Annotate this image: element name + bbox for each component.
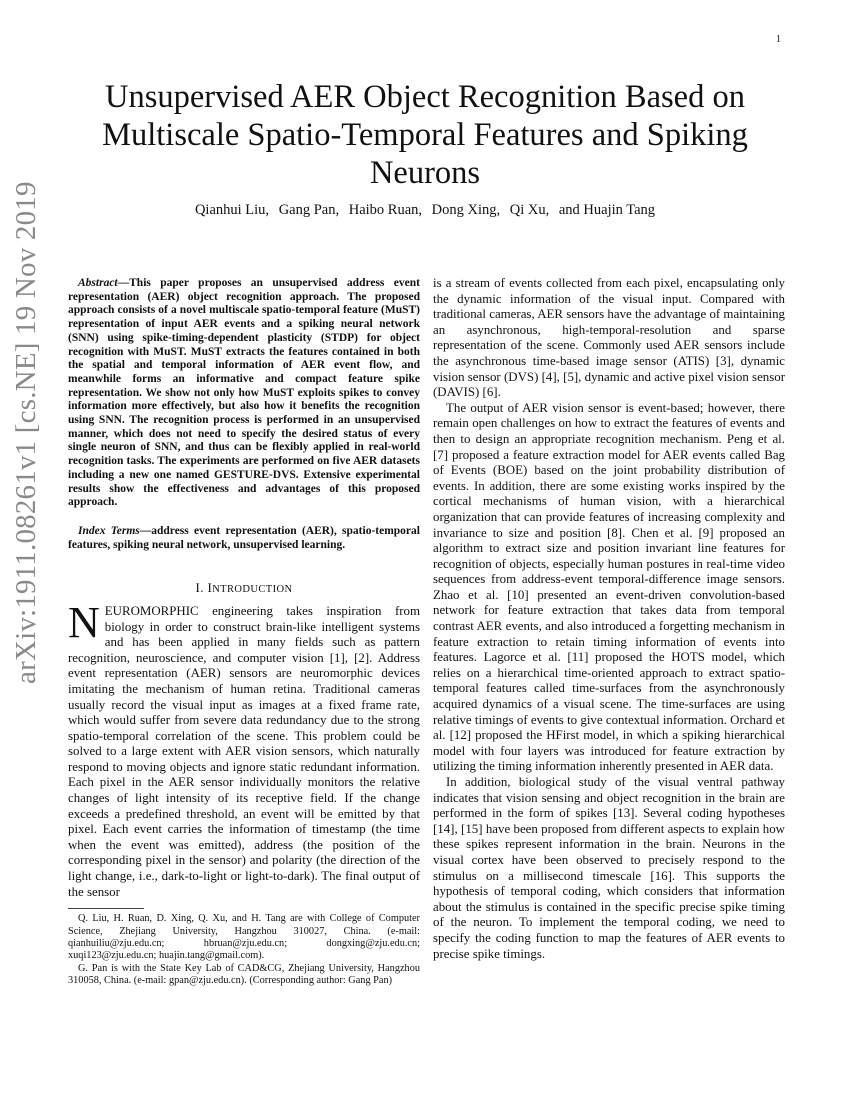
index-terms-text: —address event representation (AER), spatio-temporal features, spiking neural network, unsupervised learning. [68, 524, 420, 551]
drop-cap: N [68, 597, 100, 647]
author-name: Haibo Ruan, [348, 202, 423, 218]
right-column [433, 276, 785, 962]
abstract [68, 277, 420, 510]
intro-caps-word: EUROMORPHIC [104, 603, 199, 618]
index-terms-lead: Index Terms [78, 524, 140, 537]
section-rest: NTRODUCTION [212, 584, 293, 596]
author-list [70, 202, 780, 219]
intro-paragraph [68, 597, 420, 900]
author-name: Qi Xu, [509, 202, 550, 218]
section-first-letter: I [207, 581, 213, 596]
abstract-lead: Abstract [78, 277, 118, 289]
footnote-affiliation: Q. Liu, H. Ruan, D. Xing, Q. Xu, and H. Tang are with College of Computer Science, Zhejiang University, Hangzhou 310027, China. (e-mail: qianhuiliu@zju.edu.cn; hbruan@zju.edu.cn; dongxing@zju.edu.cn; xuqi123@zju.edu.cn; huajin.tang@gmail.com). [68, 913, 420, 962]
abstract-text: —This paper proposes an unsupervised address event representation (AER) object recognition approach. The proposed approach consists of a novel multiscale spatio-temporal feature (MuST) representation of input AER events and a spiking neural network (SNN) using spike-timing-dependent plasticity (STDP) for object recognition with MuST. MuST extracts the features contained in both the spatial and temporal information of AER event flow, and meanwhile forms an informative and compact feature spike representation. We show not only how MuST exploits spikes to convey information more effectively, but also how it benefits the recognition using SNN. The recognition process is performed in an unsupervised manner, which does not need to specify the desired status of every single neuron of SNN, and thus can be flexibly applied in real-world recognition tasks. The experiments are performed on five AER datasets including a new one named GESTURE-DVS. Extensive experimental results show the effectiveness and advantages of this proposed approach. [68, 277, 420, 509]
body-paragraph: In addition, biological study of the visual ventral pathway indicates that vision sensing and object recognition in the brain are performed in the form of spikes [13]. Several coding hypotheses [14], [15] have been proposed from different aspects to explain how these spikes represent information in the brain. Neurons in the visual cortex have been observed to precisely respond to the stimulus on a millisecond timescale [16]. This supports the hypothesis of temporal coding, which considers that information about the stimulus is contained in the specific precise spike timing of the neuron. To implement the temporal coding, we need to specify the coding function to map the features of AER events to precise spike timings. [433, 775, 785, 961]
section-number: I. [195, 581, 208, 596]
page-number: 1 [776, 34, 781, 45]
footnote-corresponding: G. Pan is with the State Key Lab of CAD&CG, Zhejiang University, Hangzhou 310058, China. (e-mail: gpan@zju.edu.cn). (Corresponding author: Gang Pan) [68, 962, 420, 987]
body-paragraph: The output of AER vision sensor is event-based; however, there remain open challenges on how to extract the features of events and then to design an appropriate recognition mechanism. Peng et al. [7] proposed a feature extraction model for AER events called Bag of Events (BOE) based on the joint probability distribution of events. In addition, there are some existing works inspired by the cortical mechanisms of human vision, with a hierarchical organization that can provide features of increasing complexity and invariance to size and position [8]. Chen et al. [9] proposed an algorithm to extract size and position invariant line features for recognition of objects, especially human postures in real-time video sequences from address-event temporal-difference image sensors. Zhao et al. [10] presented an event-driven convolution-based network for feature extraction that takes data from temporal contrast AER events, and also introduced a forgetting mechanism in feature extraction to retain timing information of events into features. Lagorce et al. [11] proposed the HOTS model, which relies on a hierarchical time-oriented approach to extract spatio-temporal features called time-surfaces from the asynchronously acquired dynamics of a visual scene. The time-surfaces are using relative timings of events to give contextual information. Orchard et al. [12] proposed the HFirst model, in which a spiking hierarchical model with four layers was introduced for feature extraction by utilizing the timing information inherently presented in AER data. [433, 400, 785, 774]
intro-text: engineering takes inspiration from biology in order to construct brain-like intelligent systems and has been applied in many fields such as pattern recognition, neuroscience, and computer vision [1], [2]. Address event representation (AER) sensors are neuromorphic devices imitating the mechanism of human retina. Traditional cameras usually record the visual input as images at a fixed frame rate, which would suffer from severe data redundancy due to the strong spatio-temporal correlation of the scene. This problem could be solved to a large extent with AER vision sensors, which naturally respond to moving objects and ignore static redundant information. Each pixel in the AER sensor individually monitors the relative changes of light intensity of its receptive field. If the change exceeds a predefined threshold, an event will be emitted by that pixel. Each event carries the information of timestamp (the time when the event was emitted), address (the position of the corresponding pixel in the sensor) and polarity (the direction of the light change, i.e., dark-to-light or light-to-dark). The final output of the sensor [68, 603, 420, 899]
left-column [68, 277, 420, 988]
footnote-divider [68, 908, 144, 909]
author-name: Dong Xing, [431, 202, 501, 218]
arxiv-stamp: arXiv:1911.08261v1 [cs.NE] 19 Nov 2019 [10, 181, 42, 684]
author-name: and Huajin Tang [558, 202, 656, 218]
body-paragraph: is a stream of events collected from each pixel, encapsulating only the dynamic information of the visual input. Compared with traditional cameras, AER sensors have the advantage of maintaining an asynchronous, high-temporal-resolution and sparse representation of the scene. Commonly used AER sensors include the asynchronous time-based image sensor (ATIS) [3], dynamic vision sensor (DVS) [4], [5], dynamic and active pixel vision sensor (DAVIS) [6]. [433, 276, 785, 400]
index-terms [68, 525, 420, 552]
paper-title: Unsupervised AER Object Recognition Based on Multiscale Spatio-Temporal Features and Spiking Neurons [102, 79, 748, 191]
author-name: Qianhui Liu, [194, 202, 270, 218]
author-name: Gang Pan, [278, 202, 340, 218]
section-heading [68, 581, 420, 598]
